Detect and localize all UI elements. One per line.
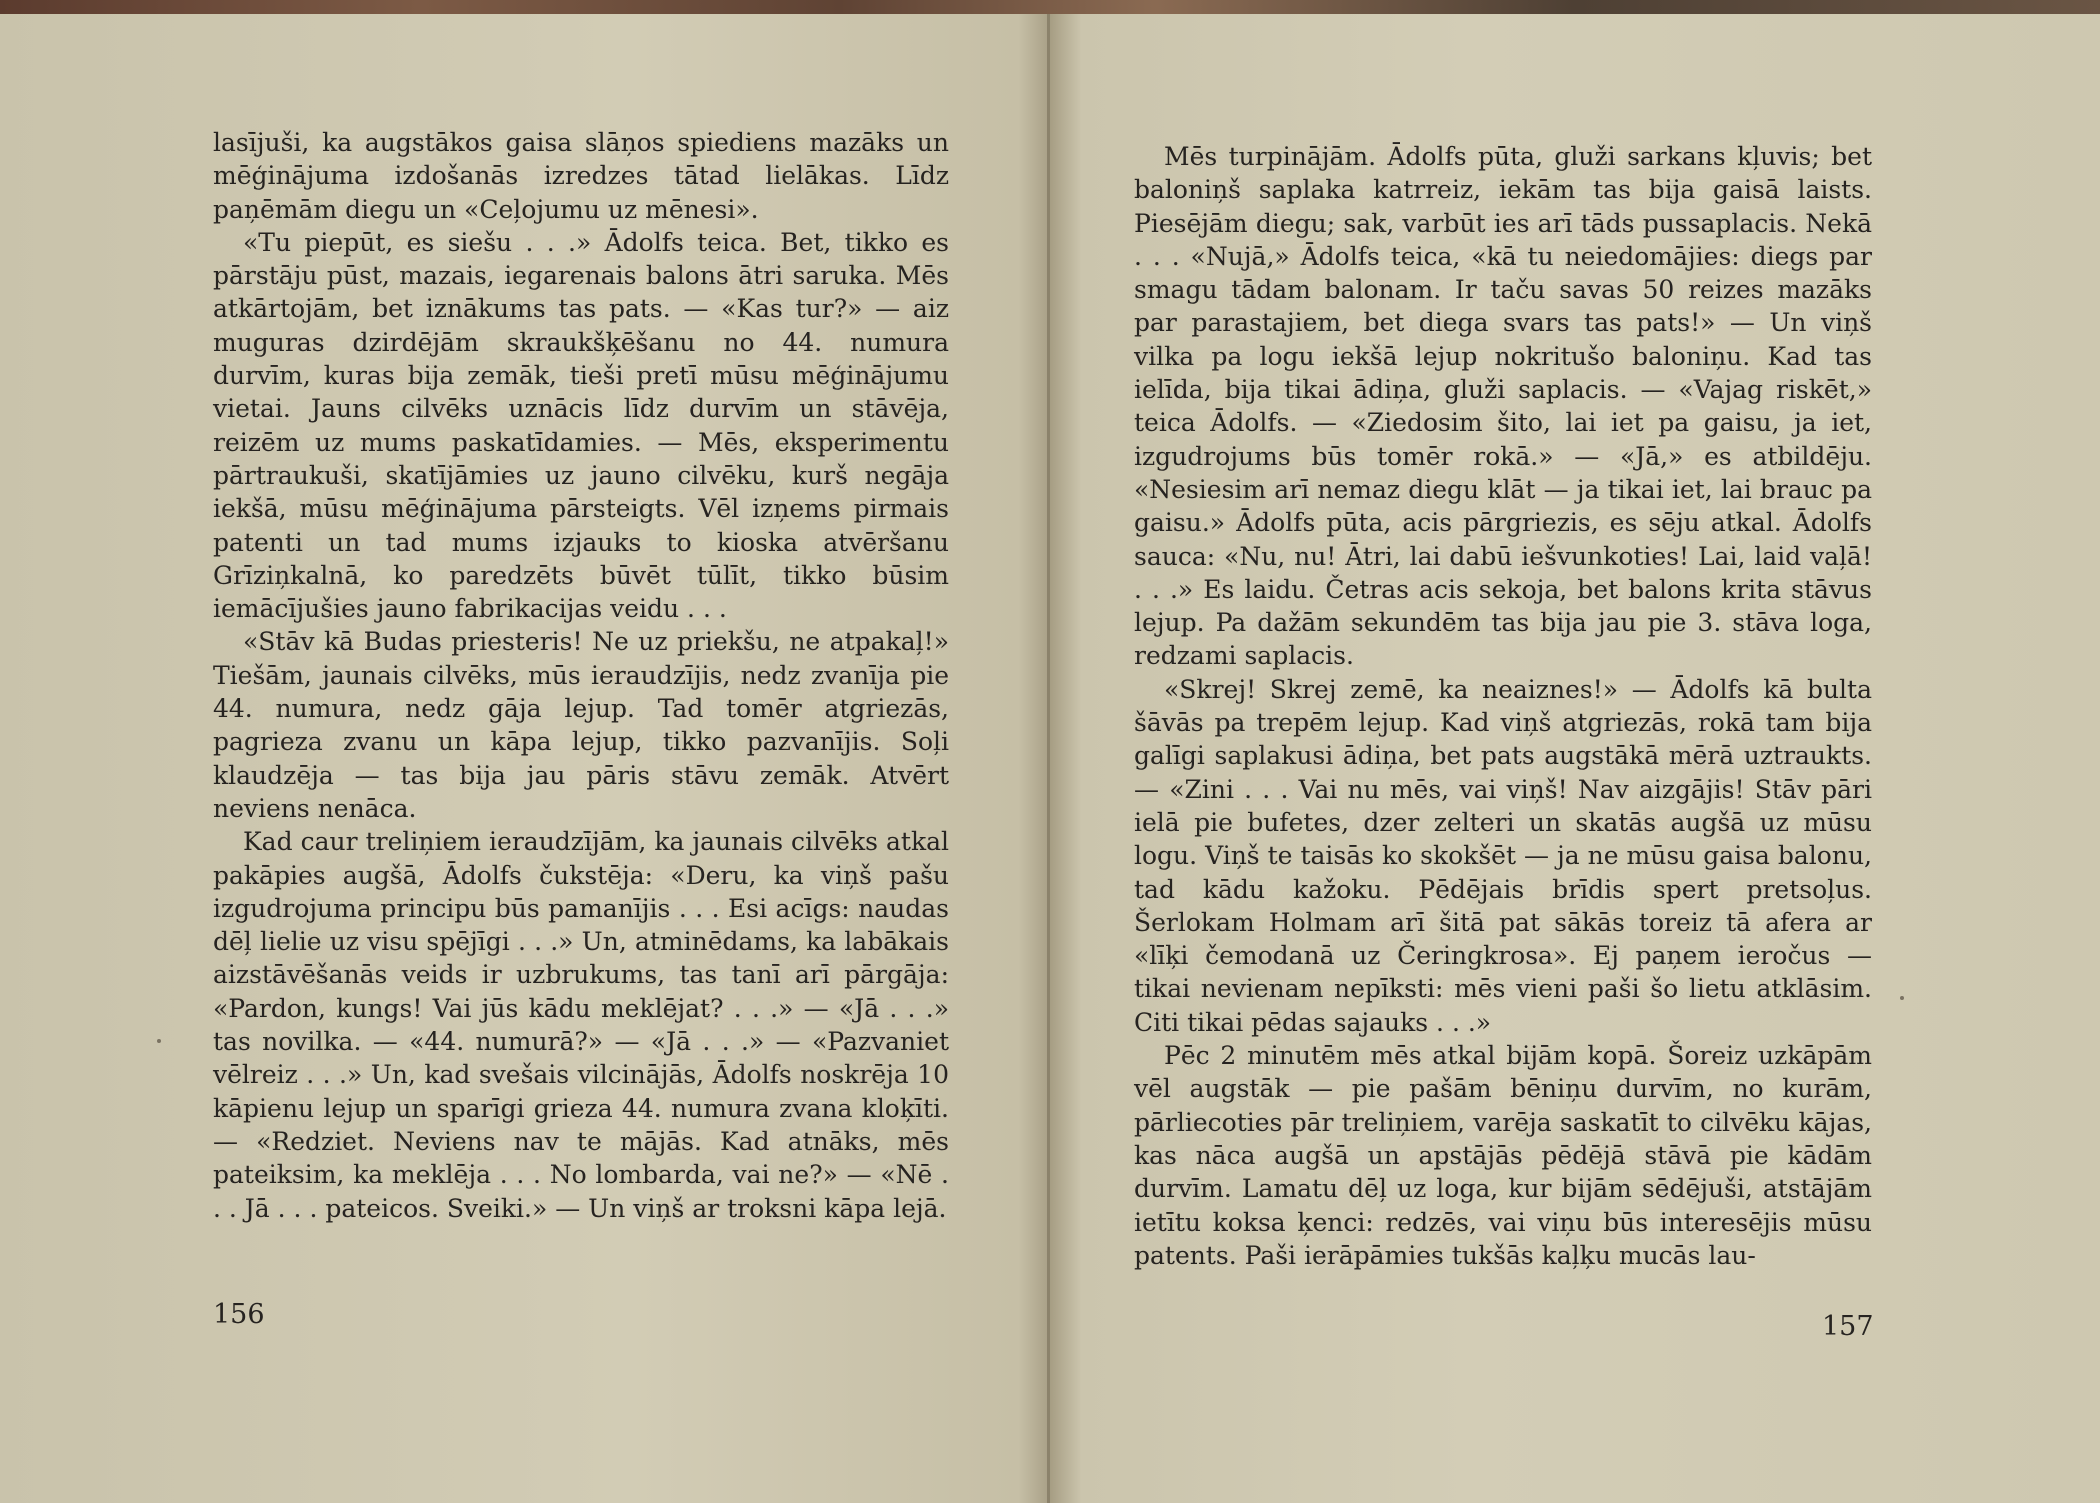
paragraph: Mēs turpinājām. Ādolfs pūta, gluži sarkans kļuvis; bet baloniņš saplaka katrreiz, iekām tas bija gaisā laists. Piesējām diegu; sak, varbūt ies arī tāds pussaplacis. Nekā . . . «Nujā,» Ādolfs teica, «kā tu neiedomājies: diegs par smagu tādam balonam. Ir taču savas 50 reizes mazāks par parastajiem, bet diega svars tas pats!» — Un viņš vilka pa logu iekšā lejup nokritušo baloniņu. Kad tas ielīda, bija tikai ādiņa, gluži saplacis. — «Vajag riskēt,» teica Ādolfs. — «Ziedosim šito, lai iet pa gaisu, ja iet, izgudrojums būs tomēr rokā.» — «Jā,» es atbildēju. «Nesiesim arī nemaz diegu klāt — ja tikai iet, lai brauc pa gaisu.» Ādolfs pūta, acis pārgriezis, es sēju atkal. Ādolfs sauca: «Nu, nu! Ātri, lai dabū iešvunkoties! Lai, laid vaļā! . . .» Es laidu. Četras acis sekoja, bet balons krita stāvus lejup. Pa dažām sekundēm tas bija jau pie 3. stāva loga, redzami saplacis. — [1134, 142, 1872, 671]
right-page-text — [1134, 140, 1872, 1272]
paragraph: Pēc 2 minutēm mēs atkal bijām kopā. Šoreiz uzkāpām vēl augstāk — pie pašām bēniņu durvīm, no kurām, pārliecoties pār treliņiem, varēja saskatīt to cilvēku kājas, kas nāca augšā un apstājās pēdējā stāvā pie kādām durvīm. Lamatu dēļ uz loga, kur bijām sēdējuši, atstājām ietītu koksa ķenci: redzēs, vai viņu būs interesējis mūsu patents. Paši ierāpāmies tukšās kaļķu mucās lau- — [1134, 1041, 1872, 1270]
left-page — [0, 14, 1050, 1503]
paragraph: lasījuši, ka augstākos gaisa slāņos spiediens mazāks un mēģinājuma izdošanās izredzes tātad lielākas. Līdz paņēmām diegu un «Ceļojumu uz mēnesi». — [213, 128, 949, 224]
page-number: 157 — [1822, 1311, 1874, 1342]
right-page — [1050, 14, 2100, 1503]
paragraph: «Stāv kā Budas priesteris! Ne uz priekšu, ne atpakaļ!» Tiešām, jaunais cilvēks, mūs ieraudzījis, nedz zvanīja pie 44. numura, nedz gāja lejup. Tad tomēr atgriezās, pagrieza zvanu un kāpa lejup, tikko pazvanījis. Soļi klaudzēja — tas bija jau pāris stāvu zemāk. Atvērt neviens nenāca. — [213, 627, 949, 823]
book-top-edge — [0, 0, 2100, 14]
paragraph: Kad caur treliņiem ieraudzījām, ka jaunais cilvēks atkal pakāpies augšā, Ādolfs čukstēja: «Deru, ka viņš pašu izgudrojuma principu būs pamanījis . . . Esi acīgs: naudas dēļ lielie uz visu spējīgi . . .» Un, atminēdams, ka labākais aizstāvēšanās veids ir uzbrukums, tas tanī arī pārgāja: «Pardon, kungs! Vai jūs kādu meklējat? . . .» — «Jā . . .» tas novilka. — «44. numurā?» — «Jā . . .» — «Pazvaniet vēlreiz . . .» Un, kad svešais vilcinājās, Ādolfs noskrēja 10 kāpienu lejup un sparīgi grieza 44. numura zvana kloķīti. — «Redziet. Neviens nav te mājās. Kad atnāks, mēs pateiksim, ka meklēja . . . No lombarda, vai ne?» — «Nē . . . Jā . . . pateicos. Sveiki.» — Un viņš ar troksni kāpa lejā. — [213, 827, 949, 1223]
paper-speck — [157, 1039, 161, 1043]
left-page-text — [213, 126, 949, 1225]
paper-speck — [1900, 996, 1904, 1000]
paragraph: «Tu piepūt, es siešu . . .» Ādolfs teica. Bet, tikko es pārstāju pūst, mazais, iegarenais balons ātri saruka. Mēs atkārtojām, bet iznākums tas pats. — «Kas tur?» — aiz muguras dzirdējām skraukšķēšanu no 44. numura durvīm, kuras bija zemāk, tieši pretī mūsu mēģinājumu vietai. Jauns cilvēks uznācis līdz durvīm un stāvēja, reizēm uz mums paskatīdamies. — Mēs, eksperimentu pārtraukuši, skatījāmies uz jauno cilvēku, kurš negāja iekšā, mūsu mēģinājuma pārsteigts. Vēl izņems pirmais patenti un tad mums izjauks to kioska atvēršanu Grīziņkalnā, ko paredzēts būvēt tūlīt, tikko būsim iemācījušies jauno fabrikacijas veidu . . . — [213, 227, 949, 624]
paragraph: «Skrej! Skrej zemē, ka neaiznes!» — Ādolfs kā bulta šāvās pa trepēm lejup. Kad viņš atgriezās, rokā tam bija galīgi saplakusi ādiņa, bet pats augstākā mērā uztraukts. — «Zini . . . Vai nu mēs, vai viņš! Nav aizgājis! Stāv pāri ielā pie bufetes, dzer zelteri un skatās augšā uz mūsu logu. Viņš te taisās ko skokšēt — ja ne mūsu gaisa balonu, tad kādu kažoku. Pēdējais brīdis spert pretsoļus. Šerlokam Holmam arī šitā pat sākās toreiz tā afera ar «līķi čemodanā uz Čeringkrosa». Ej paņem ieročus — tikai nevienam nepīksti: mēs vieni paši šo lietu atklāsim. Citi tikai pēdas sajauks . . .» — [1134, 674, 1872, 1037]
page-number: 156 — [213, 1299, 265, 1330]
